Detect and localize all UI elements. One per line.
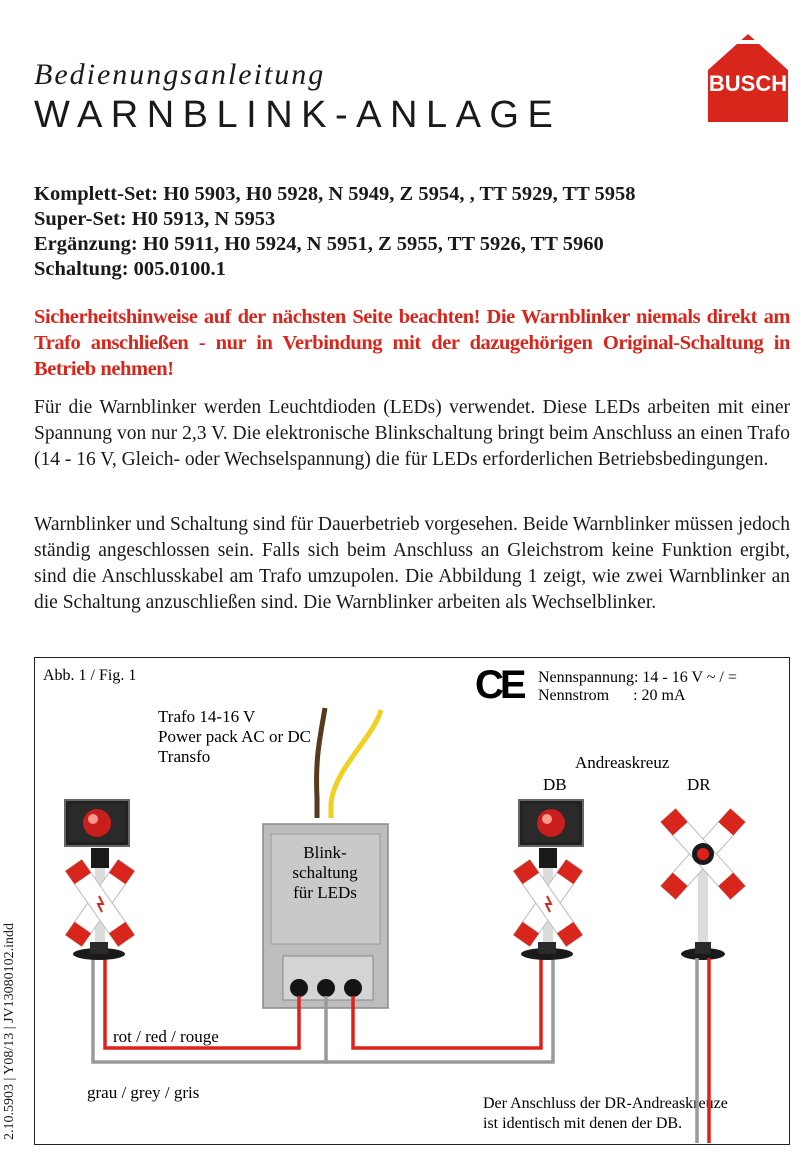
paragraph-operation: Warnblinker und Schaltung sind für Dauerbetrieb vorgesehen. Beide Warnblinker müssen jedoch ständig angeschlossen sein. Falls sich beim Anschluss an Gleichstrom keine Funktion ergibt, sind die Anschlusskabel am Trafo umzupolen. Die Abbildung 1 zeigt, wie zwei Warnblinker an die Schaltung anzuschließen sind. Die Warnblinker arbeiten als Wechselblinker.: [34, 514, 790, 613]
signal-db-right: [513, 800, 583, 960]
circuit-label-3: für LEDs: [293, 883, 357, 902]
signal-dr: [661, 809, 745, 1143]
busch-logo: [702, 30, 794, 126]
spec-line: Komplett-Set: H0 5903, H0 5928, N 5949, Z 5954, , TT 5929, TT 5958: [34, 183, 636, 205]
spec-line: Ergänzung: H0 5911, H0 5924, N 5951, Z 5955, TT 5926, TT 5960: [34, 233, 604, 255]
logo-text: BUSCH: [708, 71, 788, 96]
document-title: WARNBLINK-ANLAGE: [34, 94, 562, 136]
rating-voltage: Nennspannung: 14 - 16 V ~ / =: [538, 669, 737, 686]
rating-current: Nennstrom : 20 mA: [538, 687, 686, 704]
document-subtitle: Bedienungsanleitung: [34, 58, 326, 91]
note-line-2: ist identisch mit denen der DB.: [483, 1115, 683, 1132]
trafo-label-1: Trafo 14-16 V: [158, 707, 256, 726]
andreaskreuz-label: Andreaskreuz: [575, 753, 670, 772]
paragraph-intro: Für die Warnblinker werden Leuchtdioden (LEDs) verwendet. Diese LEDs arbeiten mit einer Spannung von nur 2,3 V. Die elektronische Blinkschaltung bringt beim Anschluss an einen Trafo (14 - 16 V, Gleich- oder Wechselspannung) die für LEDs erforderlichen Betriebsbedingungen.: [34, 397, 790, 470]
grey-wire-label: grau / grey / gris: [87, 1083, 200, 1102]
product-specs: [34, 182, 636, 282]
wiring-figure: [34, 657, 790, 1145]
spec-line: Super-Set: H0 5913, N 5953: [34, 208, 276, 230]
signal-db-left: [65, 800, 135, 960]
terminal-1: [290, 979, 308, 997]
wire-brown: [317, 708, 325, 818]
safety-warning: Sicherheitshinweise auf der nächsten Seite beachten! Die Warnblinker niemals direkt am Trafo anschließen - nur in Verbindung mit der dazugehörigen Original-Schaltung in Betrieb nehmen!: [34, 306, 790, 380]
wiring-diagram: [35, 658, 791, 1146]
document-code: 2.10.5903 | Y08/13 | JV13080102.indd: [2, 922, 17, 1140]
wire-yellow: [331, 710, 381, 818]
spec-line: Schaltung: 005.0100.1: [34, 258, 226, 280]
circuit-label-2: schaltung: [292, 863, 358, 882]
red-wire-label: rot / red / rouge: [113, 1027, 219, 1046]
trafo-label-2: Power pack AC or DC: [158, 727, 311, 746]
dr-label: DR: [687, 775, 711, 794]
ce-mark: CE: [475, 663, 523, 707]
db-label: DB: [543, 775, 567, 794]
trafo-label-3: Transfo: [158, 747, 211, 766]
note-line-1: Der Anschluss der DR-Andreaskreuze: [483, 1095, 728, 1112]
circuit-label-1: Blink-: [303, 843, 347, 862]
terminal-2: [317, 979, 335, 997]
figure-label: Abb. 1 / Fig. 1: [43, 667, 137, 684]
terminal-3: [344, 979, 362, 997]
